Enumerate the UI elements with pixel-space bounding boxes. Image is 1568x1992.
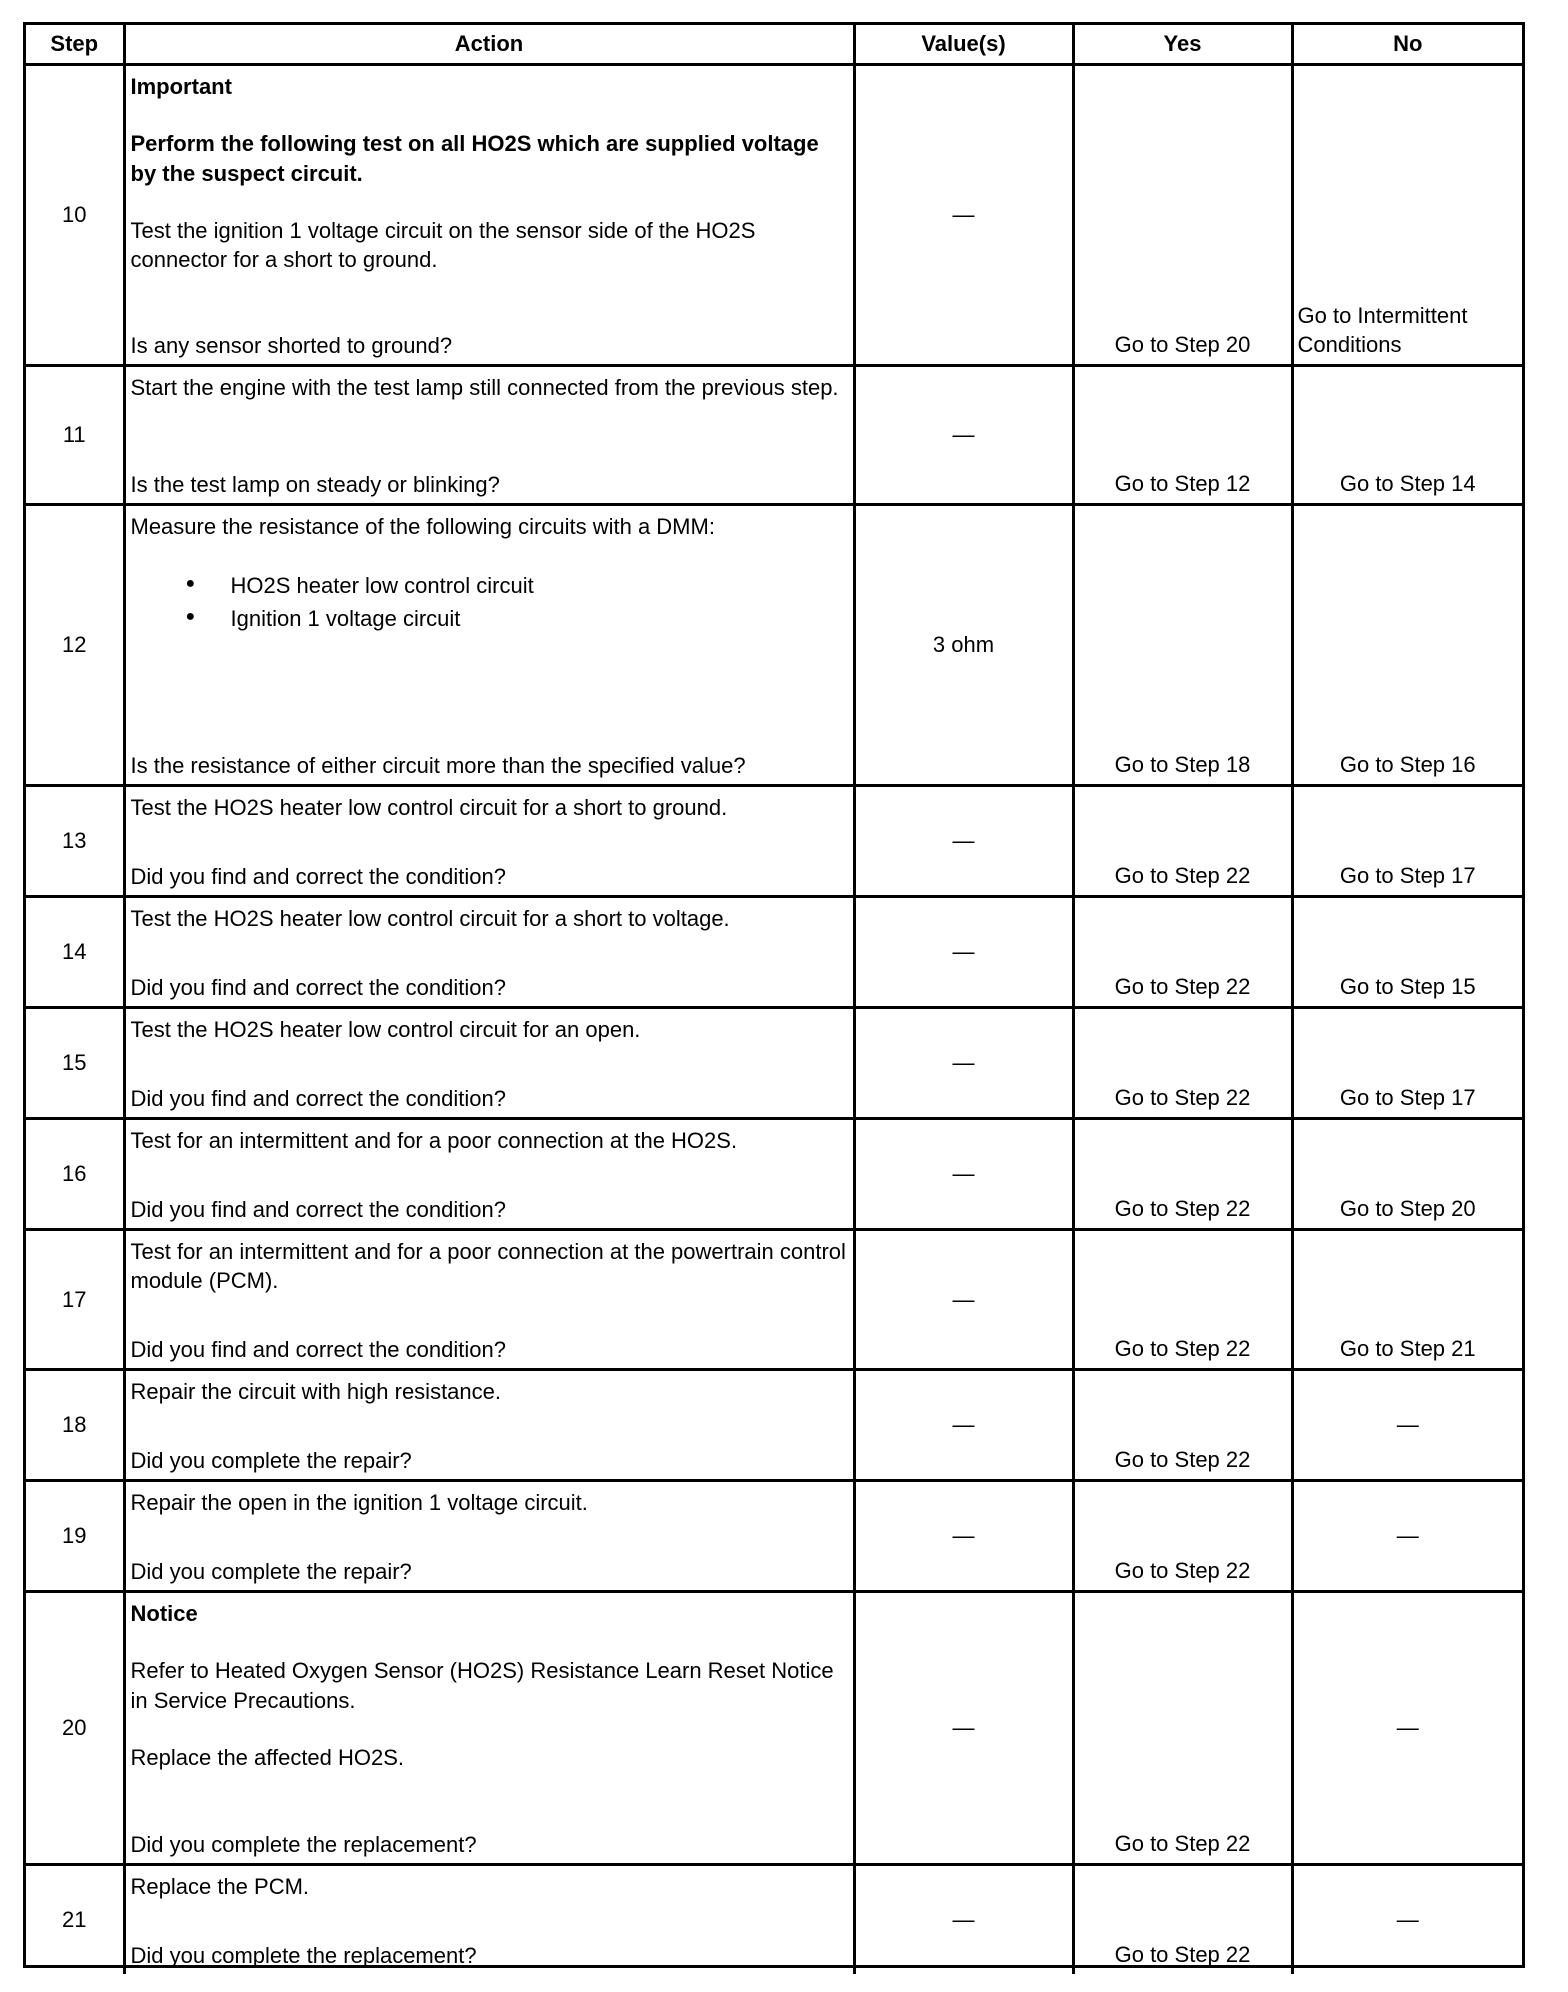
header-values: Value(s) <box>854 25 1073 65</box>
action-cell <box>124 505 854 786</box>
step-number: 18 <box>26 1370 124 1481</box>
yes-cell <box>1073 1481 1292 1592</box>
step-number: 19 <box>26 1481 124 1592</box>
action-question: Did you find and correct the condition? <box>130 1336 506 1362</box>
action-text: Test the HO2S heater low control circuit for an open. <box>130 1017 641 1042</box>
value-cell: — <box>854 1370 1073 1481</box>
no-cell <box>1292 366 1522 505</box>
table-row <box>26 1230 1522 1370</box>
action-question: Did you find and correct the condition? <box>130 1196 506 1222</box>
step-number: 11 <box>26 366 124 505</box>
value-cell: — <box>854 1592 1073 1865</box>
yes-cell <box>1073 65 1292 366</box>
yes-cell <box>1073 1119 1292 1230</box>
no-target: Go to Intermittent Conditions <box>1297 302 1468 357</box>
action-cell <box>124 1865 854 1975</box>
table-body <box>26 65 1522 1975</box>
yes-cell <box>1073 505 1292 786</box>
step-number: 20 <box>26 1592 124 1865</box>
action-text: Test for an intermittent and for a poor connection at the HO2S. <box>130 1128 738 1153</box>
action-cell <box>124 366 854 505</box>
action-cell <box>124 786 854 897</box>
yes-target: Go to Step 22 <box>1114 862 1251 888</box>
value-cell: — <box>854 1119 1073 1230</box>
action-question: Did you complete the repair? <box>130 1447 412 1473</box>
yes-cell <box>1073 786 1292 897</box>
step-number: 17 <box>26 1230 124 1370</box>
step-number: 14 <box>26 897 124 1008</box>
yes-target: Go to Step 18 <box>1114 751 1251 777</box>
yes-target: Go to Step 22 <box>1114 1335 1251 1361</box>
header-row <box>26 25 1522 65</box>
no-cell <box>1292 786 1522 897</box>
action-text: Test the HO2S heater low control circuit for a short to ground. <box>130 795 728 820</box>
no-target: Go to Step 14 <box>1339 470 1476 496</box>
action-cell <box>124 897 854 1008</box>
header-step: Step <box>26 25 124 65</box>
action-question: Is any sensor shorted to ground? <box>130 332 453 358</box>
action-cell <box>124 1119 854 1230</box>
table-row <box>26 366 1522 505</box>
value-cell: — <box>854 1230 1073 1370</box>
action-text: Test the HO2S heater low control circuit for a short to voltage. <box>130 906 730 931</box>
no-cell <box>1292 897 1522 1008</box>
yes-target: Go to Step 22 <box>1114 1446 1251 1472</box>
yes-target: Go to Step 22 <box>1114 1195 1251 1221</box>
action-heading: Important <box>130 74 232 99</box>
yes-cell <box>1073 1008 1292 1119</box>
table-row <box>26 505 1522 786</box>
yes-target: Go to Step 20 <box>1114 331 1251 357</box>
bullet-item: ● Ignition 1 voltage circuit <box>131 602 847 635</box>
table-row <box>26 65 1522 366</box>
no-cell <box>1292 505 1522 786</box>
action-question: Did you complete the replacement? <box>130 1942 477 1968</box>
value-cell: — <box>854 1008 1073 1119</box>
action-heading: Notice <box>130 1601 198 1626</box>
yes-target: Go to Step 22 <box>1114 1830 1251 1856</box>
table-row <box>26 1370 1522 1481</box>
header-action: Action <box>124 25 854 65</box>
action-cell <box>124 1370 854 1481</box>
action-text: Replace the PCM. <box>130 1874 310 1899</box>
action-cell <box>124 1592 854 1865</box>
table-row <box>26 1592 1522 1865</box>
action-text: Repair the circuit with high resistance. <box>130 1379 501 1404</box>
no-cell <box>1292 1119 1522 1230</box>
step-number: 21 <box>26 1865 124 1975</box>
header-yes: Yes <box>1073 25 1292 65</box>
diagnostic-table-frame <box>23 22 1525 1968</box>
no-target: Go to Step 21 <box>1339 1335 1476 1361</box>
action-bullet-list <box>131 569 847 635</box>
yes-cell <box>1073 1230 1292 1370</box>
action-question: Did you complete the repair? <box>130 1558 412 1584</box>
yes-target: Go to Step 22 <box>1114 1557 1251 1583</box>
diagnostic-table <box>26 25 1522 1974</box>
yes-target: Go to Step 22 <box>1114 1941 1251 1967</box>
table-row <box>26 897 1522 1008</box>
no-target: Go to Step 15 <box>1339 973 1476 999</box>
action-text: Repair the open in the ignition 1 voltage circuit. <box>130 1490 588 1515</box>
action-cell <box>124 65 854 366</box>
action-question: Did you find and correct the condition? <box>130 974 506 1000</box>
action-text: Start the engine with the test lamp still connected from the previous step. <box>130 375 839 400</box>
no-cell: — <box>1292 1592 1522 1865</box>
no-cell <box>1292 1230 1522 1370</box>
table-row <box>26 1119 1522 1230</box>
step-number: 13 <box>26 786 124 897</box>
action-cell <box>124 1008 854 1119</box>
value-cell: — <box>854 786 1073 897</box>
no-cell <box>1292 1008 1522 1119</box>
action-question: Did you complete the replacement? <box>130 1831 477 1857</box>
yes-cell <box>1073 1865 1292 1975</box>
no-cell: — <box>1292 1370 1522 1481</box>
step-number: 16 <box>26 1119 124 1230</box>
no-target: Go to Step 17 <box>1339 1084 1476 1110</box>
action-question: Is the resistance of either circuit more than the specified value? <box>130 752 746 778</box>
yes-cell <box>1073 897 1292 1008</box>
table-row <box>26 1481 1522 1592</box>
yes-target: Go to Step 22 <box>1114 973 1251 999</box>
action-text: Test the ignition 1 voltage circuit on the sensor side of the HO2S connector for a short to ground. <box>130 217 756 272</box>
action-cell <box>124 1481 854 1592</box>
action-question: Is the test lamp on steady or blinking? <box>130 471 500 497</box>
no-cell: — <box>1292 1481 1522 1592</box>
action-text: Refer to Heated Oxygen Sensor (HO2S) Resistance Learn Reset Notice in Service Precautions. <box>130 1658 834 1713</box>
value-cell: — <box>854 1865 1073 1975</box>
step-number: 10 <box>26 65 124 366</box>
yes-target: Go to Step 22 <box>1114 1084 1251 1110</box>
no-target: Go to Step 20 <box>1339 1195 1476 1221</box>
step-number: 15 <box>26 1008 124 1119</box>
bullet-item: ● HO2S heater low control circuit <box>131 569 847 602</box>
no-target: Go to Step 16 <box>1339 751 1476 777</box>
table-row <box>26 1008 1522 1119</box>
yes-target: Go to Step 12 <box>1114 470 1251 496</box>
action-text: Replace the affected HO2S. <box>130 1744 405 1770</box>
no-target: Go to Step 17 <box>1339 862 1476 888</box>
yes-cell <box>1073 1592 1292 1865</box>
yes-cell <box>1073 366 1292 505</box>
step-number: 12 <box>26 505 124 786</box>
table-row <box>26 1865 1522 1975</box>
no-cell <box>1292 65 1522 366</box>
yes-cell <box>1073 1370 1292 1481</box>
action-text: Measure the resistance of the following circuits with a DMM: <box>130 514 715 539</box>
action-heading: Perform the following test on all HO2S which are supplied voltage by the suspect circuit. <box>130 131 819 186</box>
value-cell: — <box>854 366 1073 505</box>
action-cell <box>124 1230 854 1370</box>
value-cell: — <box>854 897 1073 1008</box>
value-cell: — <box>854 65 1073 366</box>
table-row <box>26 786 1522 897</box>
value-cell: 3 ohm <box>854 505 1073 786</box>
value-cell: — <box>854 1481 1073 1592</box>
action-question: Did you find and correct the condition? <box>130 1085 506 1111</box>
no-cell: — <box>1292 1865 1522 1975</box>
action-question: Did you find and correct the condition? <box>130 863 506 889</box>
action-text: Test for an intermittent and for a poor connection at the powertrain control module (PCM). <box>130 1239 846 1294</box>
header-no: No <box>1292 25 1522 65</box>
